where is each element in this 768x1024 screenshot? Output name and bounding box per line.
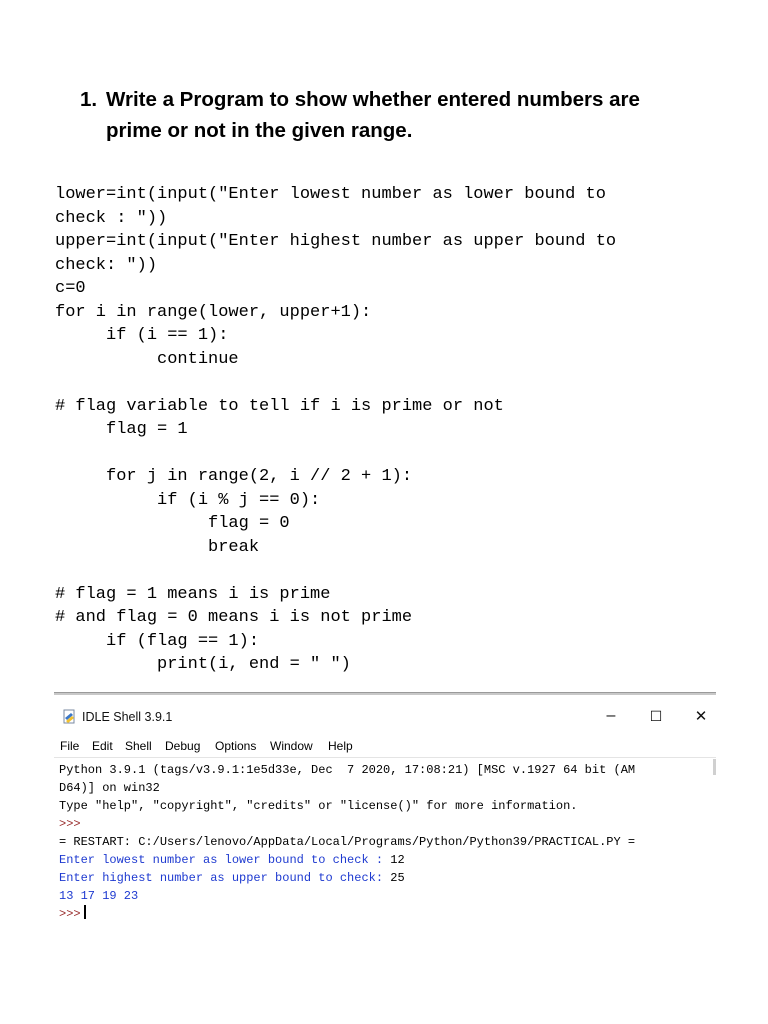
input-line-lower <box>59 851 716 869</box>
idle-shell-window <box>54 692 716 947</box>
restart-line: = RESTART: C:/Users/lenovo/AppData/Local/Programs/Python/Python39/PRACTICAL.PY = <box>59 835 636 849</box>
menu-shell[interactable]: Shell <box>125 739 152 753</box>
shell-output-area[interactable] <box>54 757 716 948</box>
code-line <box>55 442 735 466</box>
scrollbar[interactable] <box>713 759 716 775</box>
menu-file[interactable]: File <box>60 739 80 753</box>
code-line: check : ")) <box>55 208 168 228</box>
code-line: if (i == 1): <box>55 326 229 345</box>
question-line-1: Write a Program to show whether entered numbers are <box>106 88 640 111</box>
minimize-button[interactable] <box>591 703 631 729</box>
result-line: 13 17 19 23 <box>59 889 139 903</box>
code-line: # and flag = 0 means i is not prime <box>55 608 413 627</box>
banner-line-2: D64)] on win32 <box>59 781 160 795</box>
maximize-icon: ☐ <box>649 707 663 724</box>
code-line: for j in range(2, i // 2 + 1): <box>55 467 413 486</box>
code-line: upper=int(input("Enter highest number as upper bound to <box>55 232 617 251</box>
menu-options[interactable]: Options <box>215 739 257 753</box>
input-prompt-lower: Enter lowest number as lower bound to check : <box>59 853 391 867</box>
code-line: c=0 <box>55 279 86 298</box>
banner-line-1: Python 3.9.1 (tags/v3.9.1:1e5d33e, Dec 7 2020, 17:08:21) [MSC v.1927 64 bit (AM <box>59 763 636 777</box>
code-line: continue <box>55 349 239 369</box>
code-line <box>55 559 735 583</box>
code-listing <box>55 183 735 677</box>
code-line: # flag = 1 means i is prime <box>55 584 331 604</box>
question-line-2: prime or not in the given range. <box>106 119 413 142</box>
text-cursor <box>84 905 86 919</box>
menu-edit[interactable]: Edit <box>92 739 113 753</box>
input-value-upper: 25 <box>390 871 405 885</box>
menu-debug[interactable]: Debug <box>165 739 201 753</box>
window-title: IDLE Shell 3.9.1 <box>82 710 173 724</box>
code-line <box>55 371 735 395</box>
shell-prompt: >>> <box>59 817 81 831</box>
code-line: if (i % j == 0): <box>55 490 321 510</box>
input-prompt-upper: Enter highest number as upper bound to check: <box>59 871 391 885</box>
active-prompt: >>> <box>59 907 81 921</box>
menu-window[interactable]: Window <box>270 739 313 753</box>
menu-bar <box>54 737 716 755</box>
window-titlebar[interactable] <box>54 701 716 731</box>
active-prompt-line[interactable] <box>59 905 716 923</box>
banner-line-3: Type "help", "copyright", "credits" or "license()" for more information. <box>59 799 578 813</box>
input-line-upper <box>59 869 716 887</box>
code-line: # flag variable to tell if i is prime or not <box>55 396 504 416</box>
input-value-lower: 12 <box>390 853 405 867</box>
code-line: check: ")) <box>55 255 158 275</box>
close-icon: ✕ <box>694 708 708 725</box>
code-line: flag = 0 <box>55 514 290 533</box>
code-line: lower=int(input("Enter lowest number as lower bound to <box>55 185 606 204</box>
maximize-button[interactable] <box>636 703 676 729</box>
code-line: break <box>55 537 260 557</box>
code-line: if (flag == 1): <box>55 631 260 651</box>
close-button[interactable] <box>681 703 721 729</box>
code-line: flag = 1 <box>55 420 188 439</box>
minimize-icon: – <box>606 707 616 724</box>
menu-help[interactable]: Help <box>328 739 353 753</box>
code-line: for i in range(lower, upper+1): <box>55 302 372 322</box>
code-line: print(i, end = " ") <box>55 655 351 674</box>
python-idle-icon <box>62 709 78 725</box>
question-number: 1. <box>80 88 98 111</box>
question-heading <box>80 84 740 146</box>
